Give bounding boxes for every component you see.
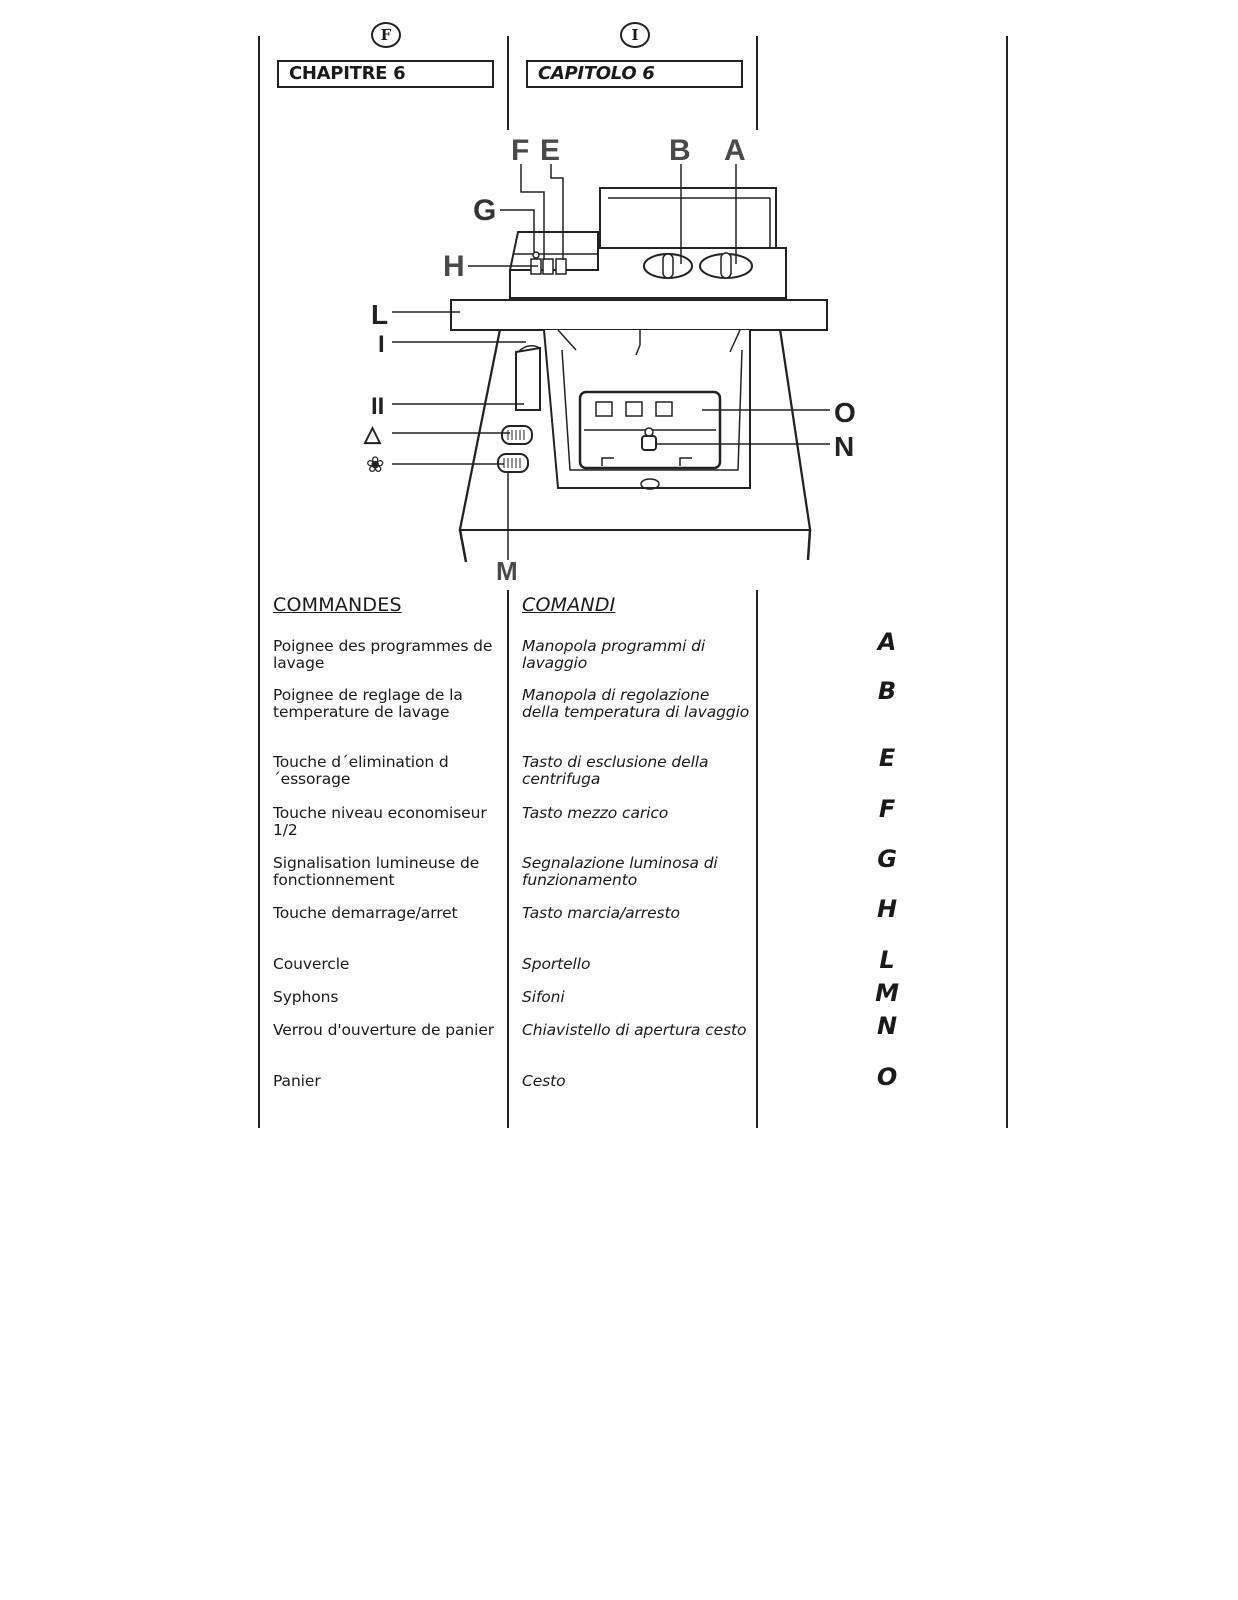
row-key-letter: A xyxy=(877,628,897,656)
row-french-text: Verrou d'ouverture de panier xyxy=(273,1021,495,1039)
column-divider-right xyxy=(756,590,758,1128)
row-french-text: Panier xyxy=(273,1072,321,1090)
column-divider-mid-top xyxy=(507,36,509,130)
column-divider-right-top xyxy=(756,36,758,130)
basket-latch-knob xyxy=(645,428,653,436)
knob-a-grip xyxy=(721,253,731,278)
row-french-text: Touche d´elimination d´essorage xyxy=(273,753,449,788)
chapter-title-italian: CAPITOLO 6 xyxy=(526,60,743,88)
row-key-letter: E xyxy=(878,744,896,772)
label-g: G xyxy=(473,194,497,227)
language-badge-french: F xyxy=(371,22,401,48)
section-heading-french: COMMANDES xyxy=(273,594,402,616)
label-o: O xyxy=(834,397,856,428)
language-badge-italian: I xyxy=(620,22,650,48)
chapter-title-french: CHAPITRE 6 xyxy=(277,60,494,88)
row-italian-text: Chiavistello di apertura cesto xyxy=(522,1021,747,1039)
row-french-text: Touche demarrage/arret xyxy=(273,904,458,922)
label-h: H xyxy=(443,250,465,283)
row-french-text: Poignee de reglage de la temperature de lavage xyxy=(273,686,463,721)
syphon-lower xyxy=(498,454,528,472)
label-n: N xyxy=(834,431,855,462)
basket-latch xyxy=(642,436,656,450)
label-f: F xyxy=(511,134,530,167)
row-french-text: Syphons xyxy=(273,988,339,1006)
button-h xyxy=(543,259,553,274)
row-italian-text: Segnalazione luminosa di funzionamento xyxy=(522,854,718,889)
syphon-upper xyxy=(502,426,532,444)
label-i: I xyxy=(378,331,385,358)
row-italian-text: Sifoni xyxy=(522,988,565,1006)
label-flower: ❀ xyxy=(366,452,385,477)
detergent-drawer xyxy=(516,348,540,410)
lid-bar xyxy=(451,300,827,330)
row-key-letter: G xyxy=(877,845,897,873)
label-l: L xyxy=(371,299,389,330)
knob-b-grip xyxy=(663,254,673,278)
row-key-letter: B xyxy=(877,677,897,705)
row-key-letter: L xyxy=(879,946,895,974)
row-key-letter: N xyxy=(877,1012,897,1040)
column-divider-left xyxy=(258,36,260,1128)
row-italian-text: Tasto mezzo carico xyxy=(522,804,669,822)
row-italian-text: Tasto di esclusione della centrifuga xyxy=(522,753,709,788)
row-key-letter: H xyxy=(877,895,897,923)
page-border-right xyxy=(1006,36,1008,1128)
row-italian-text: Manopola di regolazione della temperatura di lavaggio xyxy=(522,686,750,721)
label-ii: II xyxy=(371,393,385,420)
row-key-letter: M xyxy=(875,979,899,1007)
row-french-text: Touche niveau economiseur 1/2 xyxy=(273,804,487,839)
label-b: B xyxy=(669,134,691,167)
indicator-light xyxy=(533,252,539,258)
washing-machine-diagram xyxy=(340,130,900,590)
row-french-text: Signalisation lumineuse de fonctionnement xyxy=(273,854,480,889)
row-key-letter: F xyxy=(878,795,896,823)
section-heading-italian: COMANDI xyxy=(522,594,616,616)
label-triangle: △ xyxy=(364,421,381,446)
row-italian-text: Sportello xyxy=(522,955,591,973)
row-italian-text: Tasto marcia/arresto xyxy=(522,904,680,922)
control-block-left xyxy=(510,232,598,270)
row-french-text: Poignee des programmes de lavage xyxy=(273,637,493,672)
label-a: A xyxy=(724,134,746,167)
row-italian-text: Manopola programmi di lavaggio xyxy=(522,637,706,672)
row-key-letter: O xyxy=(876,1063,898,1091)
column-divider-mid xyxy=(507,590,509,1128)
button-e xyxy=(556,259,566,274)
row-italian-text: Cesto xyxy=(522,1072,566,1090)
label-m: M xyxy=(496,556,518,586)
label-e: E xyxy=(540,134,561,167)
row-french-text: Couvercle xyxy=(273,955,350,973)
